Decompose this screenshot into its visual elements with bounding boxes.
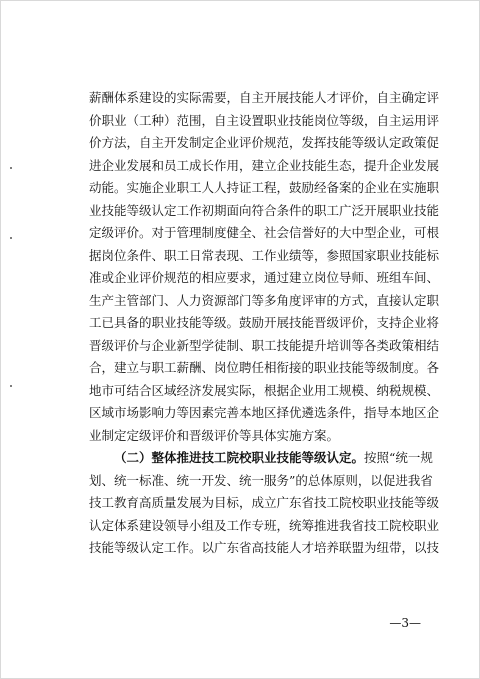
text-line: 技工教育高质量发展为目标，成立广东省技工院校职业技能等级	[89, 495, 440, 510]
margin-mark	[10, 167, 12, 169]
text-line: 划、统一标准、统一开发、统一服务”的总体原则，以促进我省	[89, 472, 433, 488]
section-heading-line	[89, 447, 433, 470]
text-line: 区域市场影响力等因素完善本地区择优遴选条件，指导本地区企	[89, 405, 440, 420]
text-line: 工已具备的职业技能等级。鼓励开展技能晋级评价，支持企业将	[89, 315, 440, 330]
text-line: 技能等级认定工作。以广东省高技能人才培养联盟为纽带，以技	[89, 540, 440, 555]
page-number: —3—	[389, 616, 421, 630]
text-line: 业制定定级评价和晋级评价等具体实施方案。	[89, 427, 340, 443]
text-line: 生产主管部门、人力资源部门等多角度评审的方式，直接认定职	[89, 292, 440, 308]
text-line: 定级评价。对于管理制度健全、社会信誉好的大中型企业，可根	[89, 225, 440, 240]
text-line: 业技能等级认定工作初期面向符合条件的职工广泛开展职业技能	[89, 202, 440, 218]
section-heading: （二）整体推进技工院校职业技能等级认定。	[114, 450, 365, 465]
text-line: 价方法，自主开发制定企业评价规范，发挥技能等级认定政策促	[89, 135, 440, 150]
section-heading-rest: 按照“统一规	[364, 450, 433, 465]
margin-mark	[10, 237, 12, 239]
text-line: 地市可结合区域经济发展实际，根据企业用工规模、纳税规模、	[89, 382, 440, 398]
text-line: 认定体系建设领导小组及工作专班，统筹推进我省技工院校职业	[89, 517, 440, 533]
text-line: 准或企业评价规范的相应要求，通过建立岗位导师、班组车间、	[89, 270, 440, 285]
body-text	[89, 87, 440, 560]
text-line: 动能。实施企业职工人人持证工程，鼓励经备案的企业在实施职	[89, 180, 440, 195]
text-line: 进企业发展和员工成长作用，建立企业技能生态，提升企业发展	[89, 157, 440, 173]
text-line: 价职业（工种）范围，自主设置职业技能岗位等级，自主运用评	[89, 112, 440, 128]
margin-mark	[10, 385, 12, 387]
text-line: 晋级评价与企业新型学徒制、职工技能提升培训等各类政策相结	[89, 337, 440, 353]
text-line: 合，建立与职工薪酬、岗位聘任相衔接的职业技能等级制度。各	[89, 360, 440, 375]
text-line: 薪酬体系建设的实际需要，自主开展技能人才评价，自主确定评	[89, 90, 440, 105]
text-line: 据岗位条件、职工日常表现、工作业绩等，参照国家职业技能标	[89, 247, 440, 263]
